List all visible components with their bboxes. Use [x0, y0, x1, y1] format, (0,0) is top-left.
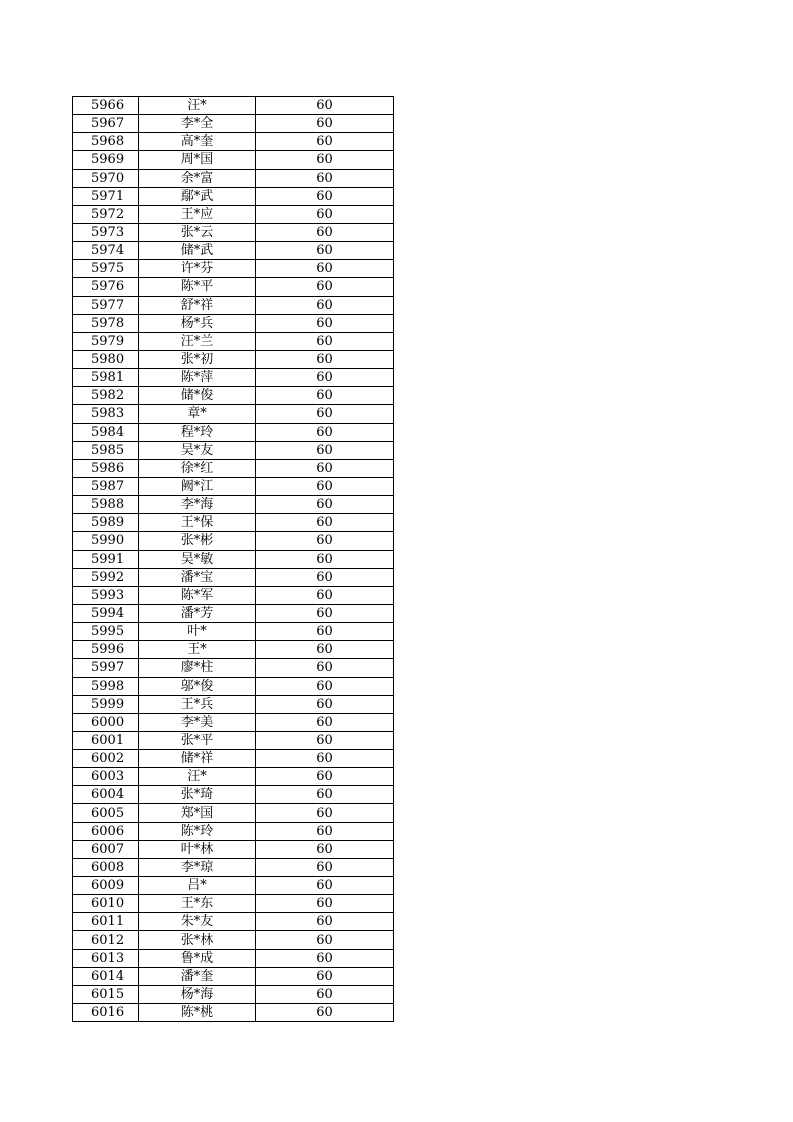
row-score-cell: 60 [256, 496, 394, 514]
row-id-cell: 5989 [73, 514, 139, 532]
row-score-cell: 60 [256, 750, 394, 768]
row-id-cell: 5975 [73, 260, 139, 278]
row-score-cell: 60 [256, 477, 394, 495]
row-name-cell: 汪* [139, 97, 256, 115]
row-name-cell: 张*林 [139, 931, 256, 949]
row-id-cell: 6009 [73, 877, 139, 895]
row-score-cell: 60 [256, 895, 394, 913]
table-row [73, 877, 394, 895]
row-name-cell: 鄢*武 [139, 187, 256, 205]
row-id-cell: 5972 [73, 205, 139, 223]
row-name-cell: 张*琦 [139, 786, 256, 804]
row-score-cell: 60 [256, 623, 394, 641]
row-score-cell: 60 [256, 949, 394, 967]
row-id-cell: 6016 [73, 1004, 139, 1022]
row-id-cell: 6001 [73, 731, 139, 749]
row-score-cell: 60 [256, 550, 394, 568]
row-name-cell: 李*琼 [139, 858, 256, 876]
row-name-cell: 章* [139, 405, 256, 423]
row-score-cell: 60 [256, 387, 394, 405]
table-row [73, 387, 394, 405]
row-score-cell: 60 [256, 97, 394, 115]
row-name-cell: 程*玲 [139, 423, 256, 441]
table-row [73, 768, 394, 786]
table-body [73, 97, 394, 1022]
row-score-cell: 60 [256, 967, 394, 985]
row-name-cell: 叶*林 [139, 840, 256, 858]
row-score-cell: 60 [256, 731, 394, 749]
row-id-cell: 5966 [73, 97, 139, 115]
row-id-cell: 5971 [73, 187, 139, 205]
row-id-cell: 6005 [73, 804, 139, 822]
row-score-cell: 60 [256, 804, 394, 822]
row-score-cell: 60 [256, 840, 394, 858]
row-score-cell: 60 [256, 441, 394, 459]
row-name-cell: 潘*宝 [139, 568, 256, 586]
table-row [73, 260, 394, 278]
row-name-cell: 阙*江 [139, 477, 256, 495]
row-name-cell: 邬*俊 [139, 677, 256, 695]
row-score-cell: 60 [256, 677, 394, 695]
table-row [73, 205, 394, 223]
table-row [73, 967, 394, 985]
row-name-cell: 高*奎 [139, 133, 256, 151]
table-row [73, 115, 394, 133]
row-name-cell: 周*国 [139, 151, 256, 169]
row-name-cell: 陈*平 [139, 278, 256, 296]
table-row [73, 296, 394, 314]
row-id-cell: 6012 [73, 931, 139, 949]
row-id-cell: 6014 [73, 967, 139, 985]
row-id-cell: 5995 [73, 623, 139, 641]
row-score-cell: 60 [256, 822, 394, 840]
row-id-cell: 5987 [73, 477, 139, 495]
row-name-cell: 汪* [139, 768, 256, 786]
table-row [73, 97, 394, 115]
table-row [73, 423, 394, 441]
row-name-cell: 杨*兵 [139, 314, 256, 332]
row-name-cell: 陈*玲 [139, 822, 256, 840]
table-row [73, 532, 394, 550]
data-table [72, 96, 394, 1022]
row-name-cell: 朱*友 [139, 913, 256, 931]
row-score-cell: 60 [256, 532, 394, 550]
table-row [73, 731, 394, 749]
row-name-cell: 王* [139, 641, 256, 659]
row-name-cell: 舒*祥 [139, 296, 256, 314]
row-name-cell: 张*云 [139, 223, 256, 241]
table-row [73, 858, 394, 876]
row-id-cell: 5981 [73, 369, 139, 387]
row-id-cell: 6006 [73, 822, 139, 840]
table-row [73, 641, 394, 659]
row-id-cell: 5974 [73, 242, 139, 260]
row-score-cell: 60 [256, 278, 394, 296]
row-score-cell: 60 [256, 369, 394, 387]
row-id-cell: 5968 [73, 133, 139, 151]
row-id-cell: 6010 [73, 895, 139, 913]
row-name-cell: 储*武 [139, 242, 256, 260]
row-name-cell: 鲁*成 [139, 949, 256, 967]
row-score-cell: 60 [256, 151, 394, 169]
table-row [73, 623, 394, 641]
table-row [73, 477, 394, 495]
row-name-cell: 陈*军 [139, 586, 256, 604]
row-name-cell: 廖*柱 [139, 659, 256, 677]
row-name-cell: 陈*桃 [139, 1004, 256, 1022]
row-id-cell: 5998 [73, 677, 139, 695]
table-row [73, 949, 394, 967]
row-id-cell: 5986 [73, 459, 139, 477]
row-score-cell: 60 [256, 223, 394, 241]
row-id-cell: 5970 [73, 169, 139, 187]
row-score-cell: 60 [256, 205, 394, 223]
row-name-cell: 李*海 [139, 496, 256, 514]
row-name-cell: 许*芬 [139, 260, 256, 278]
row-name-cell: 徐*红 [139, 459, 256, 477]
row-id-cell: 5976 [73, 278, 139, 296]
row-name-cell: 储*俊 [139, 387, 256, 405]
row-id-cell: 5969 [73, 151, 139, 169]
table-row [73, 822, 394, 840]
row-score-cell: 60 [256, 314, 394, 332]
row-name-cell: 李*美 [139, 713, 256, 731]
row-name-cell: 吴*友 [139, 441, 256, 459]
row-id-cell: 6015 [73, 985, 139, 1003]
table-row [73, 496, 394, 514]
row-score-cell: 60 [256, 260, 394, 278]
row-score-cell: 60 [256, 459, 394, 477]
table-row [73, 169, 394, 187]
row-id-cell: 5980 [73, 350, 139, 368]
row-score-cell: 60 [256, 405, 394, 423]
row-name-cell: 张*彬 [139, 532, 256, 550]
table-row [73, 133, 394, 151]
table-row [73, 750, 394, 768]
row-score-cell: 60 [256, 877, 394, 895]
row-score-cell: 60 [256, 423, 394, 441]
row-id-cell: 5973 [73, 223, 139, 241]
table-row [73, 278, 394, 296]
table-row [73, 786, 394, 804]
row-score-cell: 60 [256, 913, 394, 931]
row-score-cell: 60 [256, 659, 394, 677]
row-name-cell: 余*富 [139, 169, 256, 187]
table-row [73, 840, 394, 858]
row-id-cell: 5994 [73, 604, 139, 622]
row-id-cell: 5991 [73, 550, 139, 568]
row-score-cell: 60 [256, 133, 394, 151]
row-id-cell: 5985 [73, 441, 139, 459]
row-id-cell: 5997 [73, 659, 139, 677]
row-score-cell: 60 [256, 604, 394, 622]
row-name-cell: 王*应 [139, 205, 256, 223]
row-score-cell: 60 [256, 115, 394, 133]
table-row [73, 332, 394, 350]
row-id-cell: 6004 [73, 786, 139, 804]
row-id-cell: 5977 [73, 296, 139, 314]
row-id-cell: 5982 [73, 387, 139, 405]
row-id-cell: 5978 [73, 314, 139, 332]
table-row [73, 187, 394, 205]
row-id-cell: 5988 [73, 496, 139, 514]
row-name-cell: 王*东 [139, 895, 256, 913]
row-score-cell: 60 [256, 169, 394, 187]
table-row [73, 568, 394, 586]
row-score-cell: 60 [256, 858, 394, 876]
table-row [73, 550, 394, 568]
row-id-cell: 6002 [73, 750, 139, 768]
row-name-cell: 郑*国 [139, 804, 256, 822]
row-name-cell: 吕* [139, 877, 256, 895]
table-row [73, 586, 394, 604]
row-id-cell: 5990 [73, 532, 139, 550]
row-name-cell: 吴*敏 [139, 550, 256, 568]
row-id-cell: 6000 [73, 713, 139, 731]
row-score-cell: 60 [256, 985, 394, 1003]
row-id-cell: 6008 [73, 858, 139, 876]
row-id-cell: 6013 [73, 949, 139, 967]
row-score-cell: 60 [256, 514, 394, 532]
table-row [73, 514, 394, 532]
row-score-cell: 60 [256, 931, 394, 949]
row-score-cell: 60 [256, 332, 394, 350]
table-row [73, 405, 394, 423]
table-row [73, 369, 394, 387]
table-row [73, 931, 394, 949]
row-score-cell: 60 [256, 187, 394, 205]
row-id-cell: 6011 [73, 913, 139, 931]
row-score-cell: 60 [256, 242, 394, 260]
row-score-cell: 60 [256, 1004, 394, 1022]
row-id-cell: 5967 [73, 115, 139, 133]
row-id-cell: 5979 [73, 332, 139, 350]
row-name-cell: 潘*奎 [139, 967, 256, 985]
row-score-cell: 60 [256, 296, 394, 314]
row-score-cell: 60 [256, 641, 394, 659]
row-name-cell: 叶* [139, 623, 256, 641]
table-row [73, 713, 394, 731]
row-name-cell: 李*全 [139, 115, 256, 133]
table-row [73, 985, 394, 1003]
row-id-cell: 5999 [73, 695, 139, 713]
table-row [73, 677, 394, 695]
row-name-cell: 杨*海 [139, 985, 256, 1003]
row-id-cell: 5992 [73, 568, 139, 586]
row-name-cell: 王*兵 [139, 695, 256, 713]
row-name-cell: 陈*萍 [139, 369, 256, 387]
table-row [73, 441, 394, 459]
row-name-cell: 潘*芳 [139, 604, 256, 622]
table-row [73, 223, 394, 241]
table-row [73, 804, 394, 822]
row-score-cell: 60 [256, 786, 394, 804]
row-name-cell: 张*平 [139, 731, 256, 749]
row-score-cell: 60 [256, 713, 394, 731]
row-name-cell: 张*初 [139, 350, 256, 368]
row-id-cell: 5984 [73, 423, 139, 441]
row-id-cell: 5996 [73, 641, 139, 659]
table-row [73, 695, 394, 713]
table-row [73, 1004, 394, 1022]
table-row [73, 659, 394, 677]
row-id-cell: 5993 [73, 586, 139, 604]
table-row [73, 350, 394, 368]
row-name-cell: 汪*兰 [139, 332, 256, 350]
row-name-cell: 王*保 [139, 514, 256, 532]
row-score-cell: 60 [256, 586, 394, 604]
row-id-cell: 5983 [73, 405, 139, 423]
table-row [73, 314, 394, 332]
row-score-cell: 60 [256, 695, 394, 713]
table-row [73, 459, 394, 477]
row-score-cell: 60 [256, 350, 394, 368]
table-row [73, 604, 394, 622]
row-score-cell: 60 [256, 568, 394, 586]
table-row [73, 895, 394, 913]
row-name-cell: 储*祥 [139, 750, 256, 768]
table-row [73, 151, 394, 169]
table-row [73, 242, 394, 260]
table-row [73, 913, 394, 931]
row-id-cell: 6003 [73, 768, 139, 786]
row-score-cell: 60 [256, 768, 394, 786]
row-id-cell: 6007 [73, 840, 139, 858]
